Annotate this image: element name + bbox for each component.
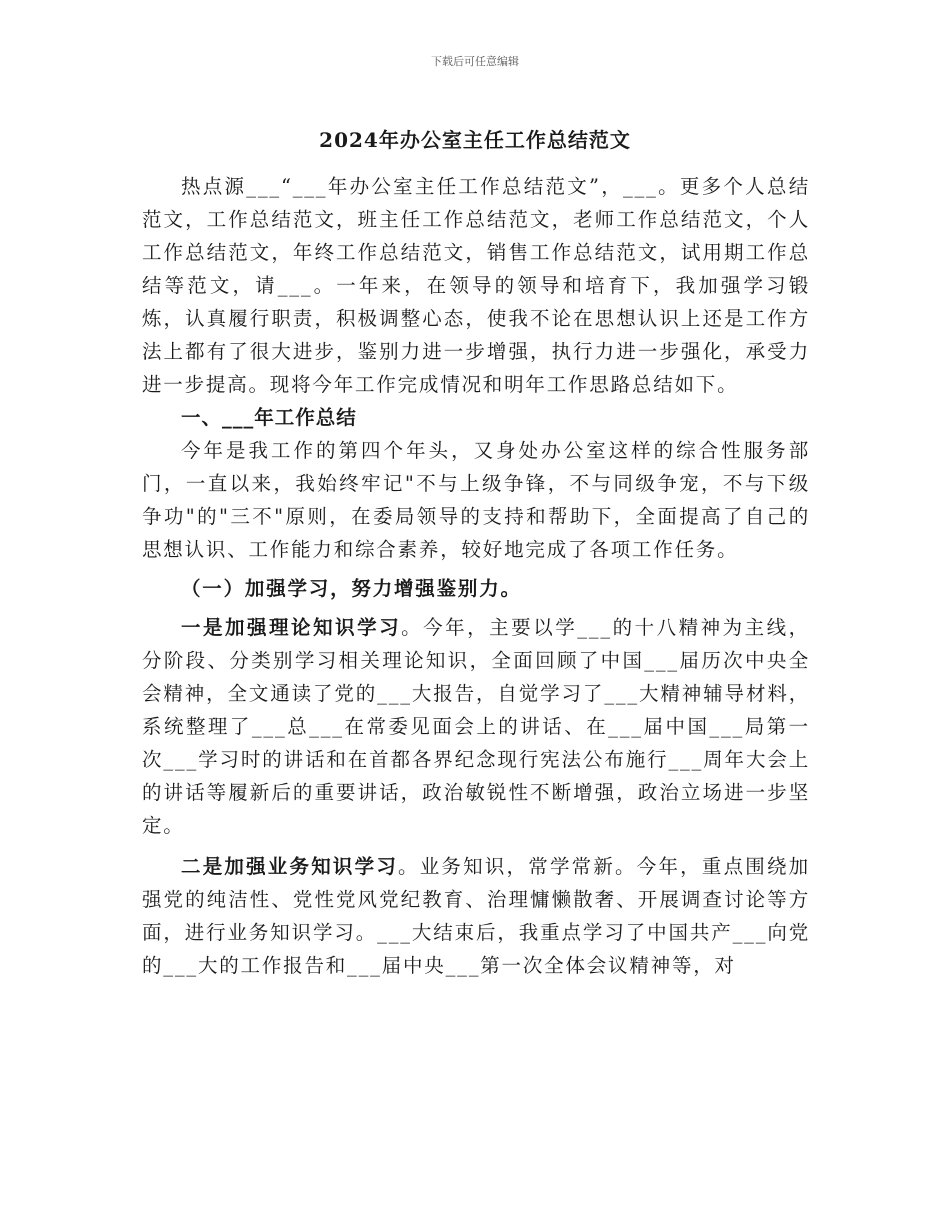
- item-paragraph-2: [142, 850, 810, 982]
- document-title: 2024年办公室主任工作总结范文: [319, 128, 631, 152]
- section-heading: 一、___年工作总结: [181, 406, 357, 429]
- item-paragraph-1: [142, 611, 810, 842]
- item-lead-2: 二是加强业务知识学习: [181, 855, 399, 878]
- item-text-2: 。业务知识，常学常新。今年，重点围绕加强党的纯洁性、党性党风党纪教育、治理慵懒散奢、开展调查讨论等方面，进行业务知识学习。___大结束后，我重点学习了中国共产___向党的___大的工作报告和___届中央___第一次全体会议精神等，对: [142, 855, 810, 977]
- intro-paragraph: 热点源___“___年办公室主任工作总结范文”，___。更多个人总结范文，工作总结范文，班主任工作总结范文，老师工作总结范文，个人工作总结范文，年终工作总结范文，销售工作总结范文，试用期工作总结等范文，请___。一年来，在领导的领导和培育下，我加强学习锻炼，认真履行职责，积极调整心态，使我不论在思想认识上还是工作方法上都有了很大进步，鉴别力进一步增强，执行力进一步强化，承受力进一步提高。现将今年工作完成情况和明年工作思路总结如下。: [142, 175, 810, 396]
- document-body: [142, 170, 810, 982]
- section-paragraph: 今年是我工作的第四个年头，又身处办公室这样的综合性服务部门，一直以来，我始终牢记"不与上级争锋，不与同级争宠，不与下级争功"的"三不"原则，在委局领导的支持和帮助下，全面提高了自己的思想认识、工作能力和综合素养，较好地完成了各项工作任务。: [142, 439, 810, 561]
- item-text-1: 。今年，主要以学___的十八精神为主线，分阶段、分类别学习相关理论知识，全面回顾了中国___届历次中央全会精神，全文通读了党的___大报告，自觉学习了___大精神辅导材料，系统整理了___总___在常委见面会上的讲话、在___届中国___局第一次___学习时的讲话和在首都各界纪念现行宪法公布施行___周年大会上的讲话等履新后的重要讲话，政治敏锐性不断增强，政治立场进一步坚定。: [142, 616, 810, 837]
- header-note: 下载后可任意编辑: [431, 55, 519, 68]
- item-lead-1: 一是加强理论知识学习: [181, 616, 402, 639]
- subsection-heading: （一）加强学习，努力增强鉴别力。: [181, 577, 522, 600]
